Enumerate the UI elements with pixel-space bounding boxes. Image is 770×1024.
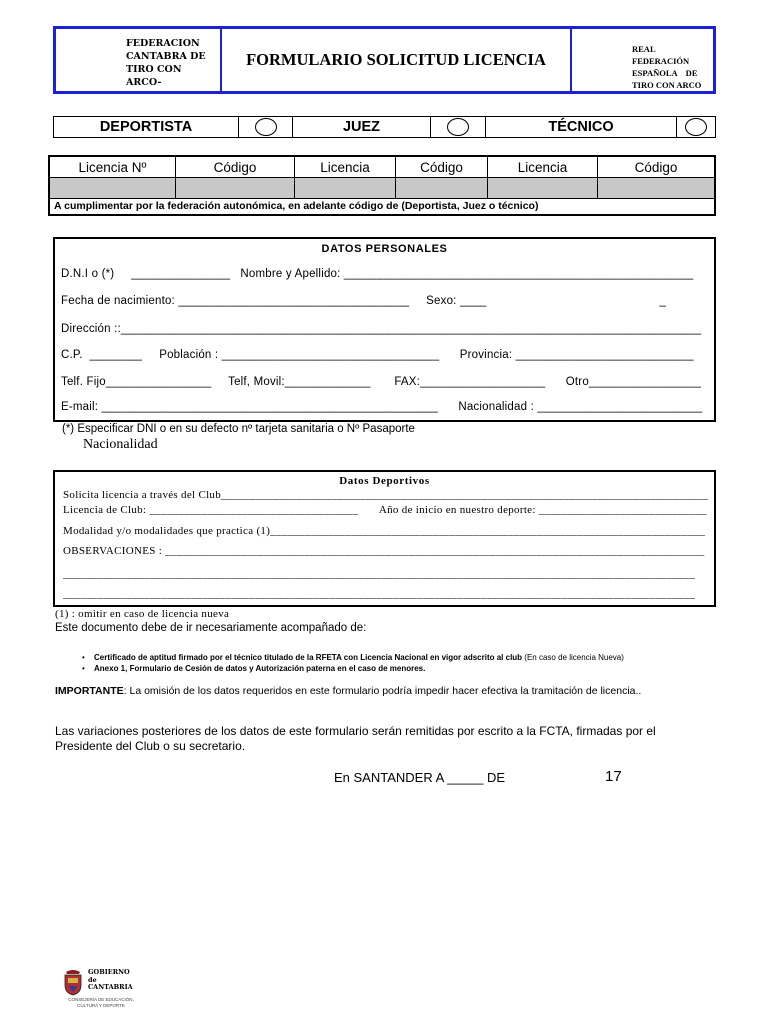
requirement-item [80,652,700,663]
dni-footnote: (*) Especificar DNI o en su defecto nº tarjeta sanitaria o Nº Pasaporte [62,423,415,435]
license-table-note: A cumplimentar por la federación autonómica, en adelante código de (Deportista, Juez o técnico) [54,200,539,212]
role-label-deportista: DEPORTISTA [54,117,239,137]
logo-text: GOBIERNO [88,968,130,976]
header-right-line: FEDERACIÓN [632,56,690,66]
requirements-list [80,652,700,674]
license-header-cell: Código [176,157,295,177]
logo-text: de [88,975,97,984]
header-federation-espanola [572,29,713,91]
email-nationality-field[interactable]: E-mail: ___________________________________________________ Nacionalidad : _________________________ [61,401,703,413]
radio-circle-icon[interactable] [447,118,469,136]
dni-name-field[interactable]: D.N.I o (*) _______________ Nombre y Apellido: _____________________________________________________ [61,268,694,280]
observations-field[interactable]: OBSERVACIONES : _____________________________________________________________________________________________ [63,545,705,557]
license-number-field[interactable] [50,178,176,198]
license-table-header [50,157,714,177]
form-title: FORMULARIO SOLICITUD LICENCIA [222,29,572,91]
logo-subtext: CONSEJERÍA DE EDUCACIÓN, [68,997,134,1002]
phone-fields[interactable]: Telf. Fijo________________ Telf, Movil:_____________ FAX:___________________ Otro_________________ [61,376,702,388]
requirement-bold: Certificado de aptitud firmado por el técnico titulado de la RFETA con Licencia Nacional en vigor adscrito al club [94,653,523,662]
license-input-row [50,177,714,199]
license-number-field[interactable] [488,178,598,198]
license-table [48,155,716,216]
radio-circle-icon[interactable] [255,118,277,136]
gobierno-cantabria-logo [62,968,142,1008]
license-code-field[interactable] [598,178,714,198]
personal-data-section [53,237,716,422]
address-field[interactable]: Dirección ::________________________________________________________________________________________ [61,323,702,335]
role-option-deportista[interactable] [239,117,293,137]
header-federation-cantabra [56,29,222,91]
logo-subtext: CULTURA Y DEPORTE [77,1002,125,1008]
nationality-label: Nacionalidad [83,437,158,452]
important-label: IMPORTANTE [55,685,124,697]
requirement-note: (En caso de licencia Nueva) [522,653,624,662]
license-header-cell: Licencia [488,157,598,177]
birthdate-sex-field[interactable]: Fecha de nacimiento: ___________________________________ Sexo: ____ _ [61,295,667,307]
header-left-line: FEDERACION [126,38,200,49]
license-header-cell: Código [396,157,488,177]
header-left-line: CANTABRA DE [126,51,206,62]
header-right-line: REAL [632,44,656,54]
radio-circle-icon[interactable] [685,118,707,136]
requirement-item [80,663,700,674]
license-number-field[interactable] [295,178,396,198]
section-title: Datos Deportivos [339,475,430,487]
omit-note: (1) : omitir en caso de licencia nueva [55,608,230,620]
observations-line[interactable]: _____________________________________________________________________________________________________________ [63,588,696,600]
role-label-juez: JUEZ [293,117,431,137]
club-request-field[interactable]: Solicita licencia a través del Club____________________________________________________________________________________ [63,489,709,501]
important-text: : La omisión de los datos requeridos en este formulario podría impedir hacer efectiva la tramitación de licencia.. [123,685,642,697]
variations-text: Las variaciones posteriores de los datos de este formulario serán remitidas por escrito a la FCTA, firmadas por el Presidente del Club o su secretario. [55,724,656,753]
role-option-tecnico[interactable] [677,117,715,137]
header-left-line: TIRO CON [126,64,182,75]
section-title: DATOS PERSONALES [321,243,448,255]
role-selection-row [53,116,716,138]
postal-city-province-field[interactable]: C.P. ________ Población : _________________________________ Provincia: ___________________________ [61,349,694,361]
form-header [53,26,716,94]
header-right-line: ESPAÑOLA DE [632,68,698,78]
club-license-year-field[interactable]: Licencia de Club: ____________________________________ Año de inicio en nuestro deporte: _____________________________ [63,504,707,516]
license-header-cell: Código [634,159,678,175]
modalities-field[interactable]: Modalidad y/o modalidades que practica (1)___________________________________________________________________________ [63,525,706,537]
sports-data-section [53,470,716,607]
license-code-field[interactable] [396,178,488,198]
license-header-cell: Licencia Nº [50,157,176,177]
role-label-tecnico: TÉCNICO [486,117,677,137]
license-header-cell: Licencia [295,157,396,177]
header-left-line: ARCO- [126,77,162,88]
observations-line[interactable]: _____________________________________________________________________________________________________________ [63,568,696,580]
role-option-juez[interactable] [431,117,486,137]
license-code-field[interactable] [176,178,295,198]
logo-text: CANTABRIA [88,983,133,991]
coat-of-arms-icon [62,968,84,996]
must-accompany-text: Este documento debe de ir necesariamente acompañado de: [55,622,367,634]
requirement-bold: Anexo 1, Formulario de Cesión de datos y Autorización paterna en el caso de menores. [94,664,426,673]
place-date-line[interactable]: En SANTANDER A _____ DE [334,770,506,785]
header-right-line: TIRO CON ARCO [632,80,702,90]
important-notice [55,685,675,698]
year-value: 17 [605,768,622,785]
